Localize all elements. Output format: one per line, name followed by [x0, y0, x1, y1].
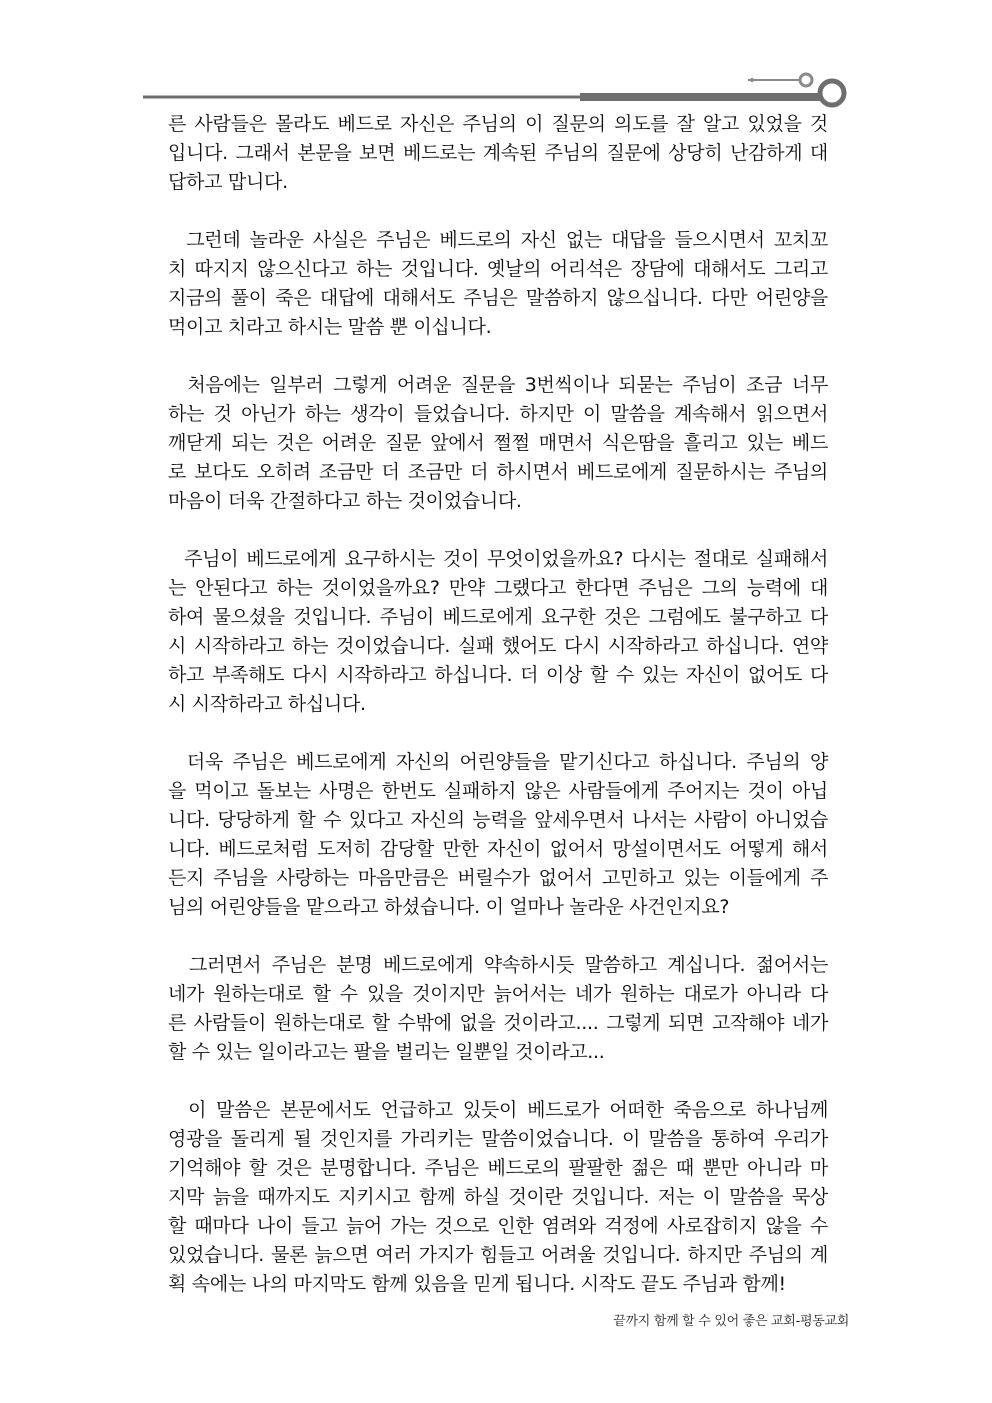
paragraph — [168, 1096, 828, 1299]
paragraph — [168, 748, 828, 922]
paragraph-line: 할 때마다 나이 들고 늙어 가는 것으로 인한 염려와 걱정에 사로잡히지 않을 수 — [168, 1215, 828, 1237]
paragraph-line: 을 먹이고 돌보는 사명은 한번도 실패하지 않은 사람들에게 주어지는 것이 아닙 — [168, 780, 828, 802]
paragraph-line: 획 속에는 나의 마지막도 함께 있음을 믿게 됩니다. 시작도 끝도 주님과 함께! — [168, 1273, 786, 1295]
paragraph-line: 주님이 베드로에게 요구하시는 것이 무엇이었을까요? 다시는 절대로 실패해서 — [168, 548, 828, 570]
paragraph — [168, 226, 828, 342]
paragraph-line: 하고 부족해도 다시 시작하라고 하십니다. 더 이상 할 수 있는 자신이 없어도 다 — [168, 664, 828, 686]
paragraph-line: 든지 주님을 사랑하는 마음만큼은 버릴수가 없어서 고민하고 있는 이들에게 주 — [168, 867, 828, 889]
paragraph-line: 른 사람들이 원하는대로 할 수밖에 없을 것이라고.... 그렇게 되면 고작해야 네가 — [168, 1012, 828, 1034]
paragraph-line: 먹이고 치라고 하시는 말씀 뿐 이십니다. — [168, 316, 492, 338]
paragraph-line: 입니다. 그래서 본문을 보면 베드로는 계속된 주님의 질문에 상당히 난감하게 대 — [168, 142, 828, 164]
paragraph-line: 할 수 있는 일이라고는 팔을 벌리는 일뿐일 것이라고... — [168, 1041, 605, 1063]
paragraph-line: 니다. 당당하게 할 수 있다고 자신의 능력을 앞세우면서 나서는 사람이 아니었습 — [168, 809, 828, 831]
header-rule-thick-segment — [580, 93, 820, 101]
paragraph-line: 영광을 돌리게 될 것인지를 가리키는 말씀이었습니다. 이 말씀을 통하여 우리가 — [168, 1128, 828, 1150]
paragraph-line: 답하고 맙니다. — [168, 171, 288, 193]
header-rule-small-ring — [800, 74, 812, 86]
paragraph-line: 지막 늙을 때까지도 지키시고 함께 하실 것이란 것입니다. 저는 이 말씀을 묵상 — [168, 1186, 828, 1208]
paragraph — [168, 371, 828, 516]
body-text — [168, 110, 828, 1328]
paragraph-line: 기억해야 할 것은 분명합니다. 주님은 베드로의 팔팔한 젊은 때 뿐만 아니라 마 — [168, 1157, 828, 1179]
paragraph-line: 하는 것 아닌가 하는 생각이 들었습니다. 하지만 이 말씀을 계속해서 읽으면서 — [168, 403, 828, 425]
footer-church-slogan: 끝까지 함께 할 수 있어 좋은 교회-평동교회 — [613, 1314, 849, 1329]
paragraph-line: 로 보다도 오히려 조금만 더 조금만 더 하시면서 베드로에게 질문하시는 주님의 — [168, 461, 828, 483]
paragraph-line: 네가 원하는대로 할 수 있을 것이지만 늙어서는 네가 원하는 대로가 아니라 다 — [168, 983, 828, 1005]
paragraph-line: 더욱 주님은 베드로에게 자신의 어린양들을 맡기신다고 하십니다. 주님의 양 — [168, 751, 828, 773]
paragraph-line: 그러면서 주님은 분명 베드로에게 약속하시듯 말씀하고 계십니다. 젊어서는 — [168, 954, 828, 976]
paragraph-line: 깨닫게 되는 것은 어려운 질문 앞에서 쩔쩔 매면서 식은땀을 흘리고 있는 베드 — [168, 432, 828, 454]
paragraph-line: 는 안된다고 하는 것이었을까요? 만약 그랬다고 한다면 주님은 그의 능력에 대 — [168, 577, 828, 599]
paragraph-line: 마음이 더욱 간절하다고 하는 것이었습니다. — [168, 490, 522, 512]
header-rule-ornament — [0, 0, 992, 120]
header-rule-ring-icon — [820, 81, 844, 105]
header-rule-dot — [750, 78, 754, 82]
paragraph — [168, 110, 828, 197]
paragraph-line: 니다. 베드로처럼 도저히 감당할 만한 자신이 없어서 망설이면서도 어떻게 해서 — [168, 838, 828, 860]
paragraph-line: 시 시작하라고 하십니다. — [168, 693, 366, 715]
paragraph-line: 그런데 놀라운 사실은 주님은 베드로의 자신 없는 대답을 들으시면서 꼬치꼬 — [168, 229, 828, 251]
paragraph-line: 하여 물으셨을 것입니다. 주님이 베드로에게 요구한 것은 그럼에도 불구하고 다 — [168, 606, 828, 628]
paragraph-line: 이 말씀은 본문에서도 언급하고 있듯이 베드로가 어떠한 죽음으로 하나님께 — [168, 1099, 828, 1121]
paragraph-line: 지금의 풀이 죽은 대답에 대해서도 주님은 말씀하지 않으십니다. 다만 어린양을 — [168, 287, 828, 309]
paragraph — [168, 545, 828, 719]
paragraph-line: 치 따지지 않으신다고 하는 것입니다. 옛날의 어리석은 장담에 대해서도 그리고 — [168, 258, 828, 280]
paragraph — [168, 951, 828, 1067]
paragraph-line: 시 시작하라고 하는 것이었습니다. 실패 했어도 다시 시작하라고 하십니다. 연약 — [168, 635, 828, 657]
paragraph-line: 있었습니다. 물론 늙으면 여러 가지가 힘들고 어려울 것입니다. 하지만 주님의 계 — [168, 1244, 828, 1266]
paragraph-line: 른 사람들은 몰라도 베드로 자신은 주님의 이 질문의 의도를 잘 알고 있었을 것 — [168, 113, 828, 135]
paragraph-line: 님의 어린양들을 맡으라고 하셨습니다. 이 얼마나 놀라운 사건인지요? — [168, 896, 730, 918]
paragraph-line: 처음에는 일부러 그렇게 어려운 질문을 3번씩이나 되묻는 주님이 조금 너무 — [168, 374, 828, 396]
